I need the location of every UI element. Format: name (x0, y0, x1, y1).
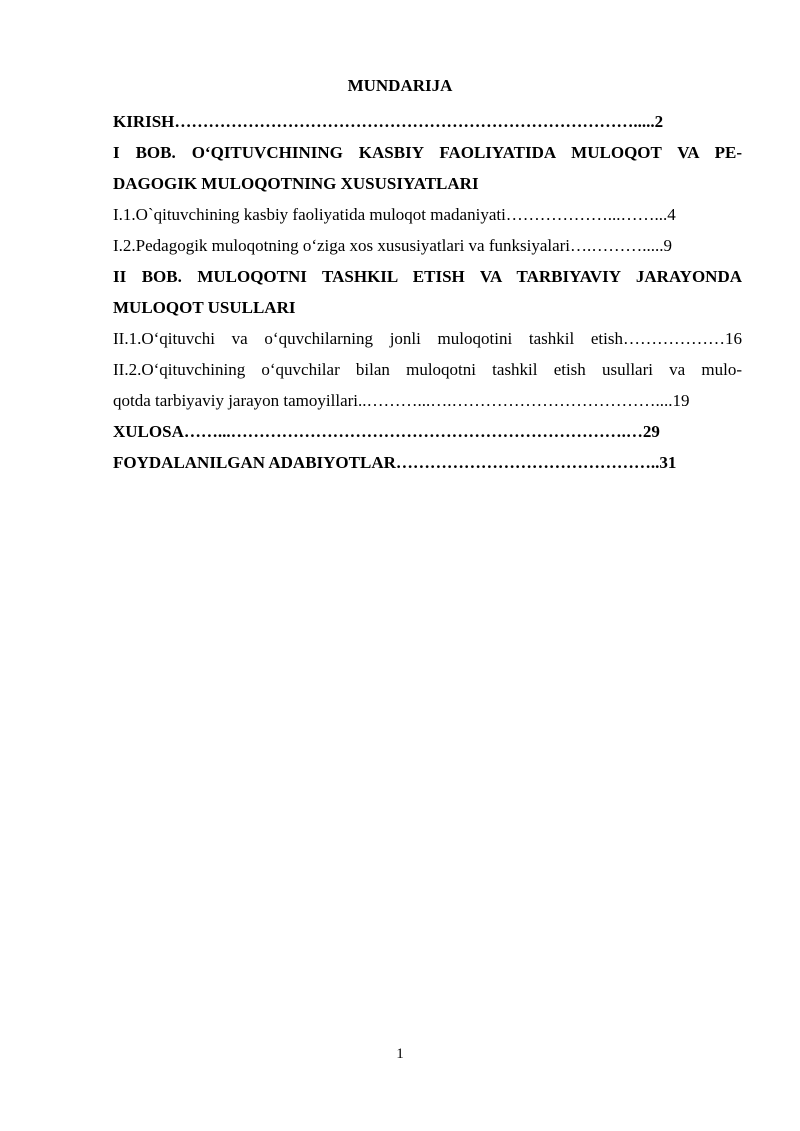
toc-entry-chapter-1-line-1: I BOB. O‘QITUVCHINING KASBIY FAOLIYATIDA MULOQOT VA PE- (113, 143, 742, 162)
toc-entry-section-2-1: II.1.O‘qituvchi va o‘quvchilarning jonli muloqotini tashkil etish………………16 (113, 329, 742, 348)
toc-entry-adabiyotlar: FOYDALANILGAN ADABIYOTLAR………………………………………..31 (113, 453, 677, 472)
table-of-contents (113, 106, 742, 478)
toc-entry-section-1-2: I.2.Pedagogik muloqotning o‘ziga xos xususiyatlari va funksiyalari….……….....9 (113, 236, 673, 255)
toc-entry-section-1-1: I.1.O`qituvchining kasbiy faoliyatida muloqot madaniyati………………...……...4 (113, 205, 676, 224)
toc-entry-chapter-2-line-2: MULOQOT USULLARI (113, 298, 296, 317)
toc-entry-xulosa: XULOSA……...…………………………………………………………….…29 (113, 422, 660, 441)
toc-entry-section-2-2-line-1: II.2.O‘qituvchining o‘quvchilar bilan muloqotni tashkil etish usullari va mulo- (113, 360, 742, 379)
toc-entry-chapter-1-line-2: DAGOGIK MULOQOTNING XUSUSIYATLARI (113, 174, 479, 193)
page-number: 1 (396, 1046, 404, 1062)
toc-entry-chapter-2-line-1: II BOB. MULOQOTNI TASHKIL ETISH VA TARBIYAVIY JARAYONDA (113, 267, 742, 286)
toc-entry-section-2-2-line-2: qotda tarbiyaviy jarayon tamoyillari..………...….………………………………....19 (113, 391, 690, 410)
toc-entry-kirish: KIRISH……………………………………………………………………….....2 (113, 112, 664, 131)
toc-title: MUNDARIJA (347, 76, 453, 95)
